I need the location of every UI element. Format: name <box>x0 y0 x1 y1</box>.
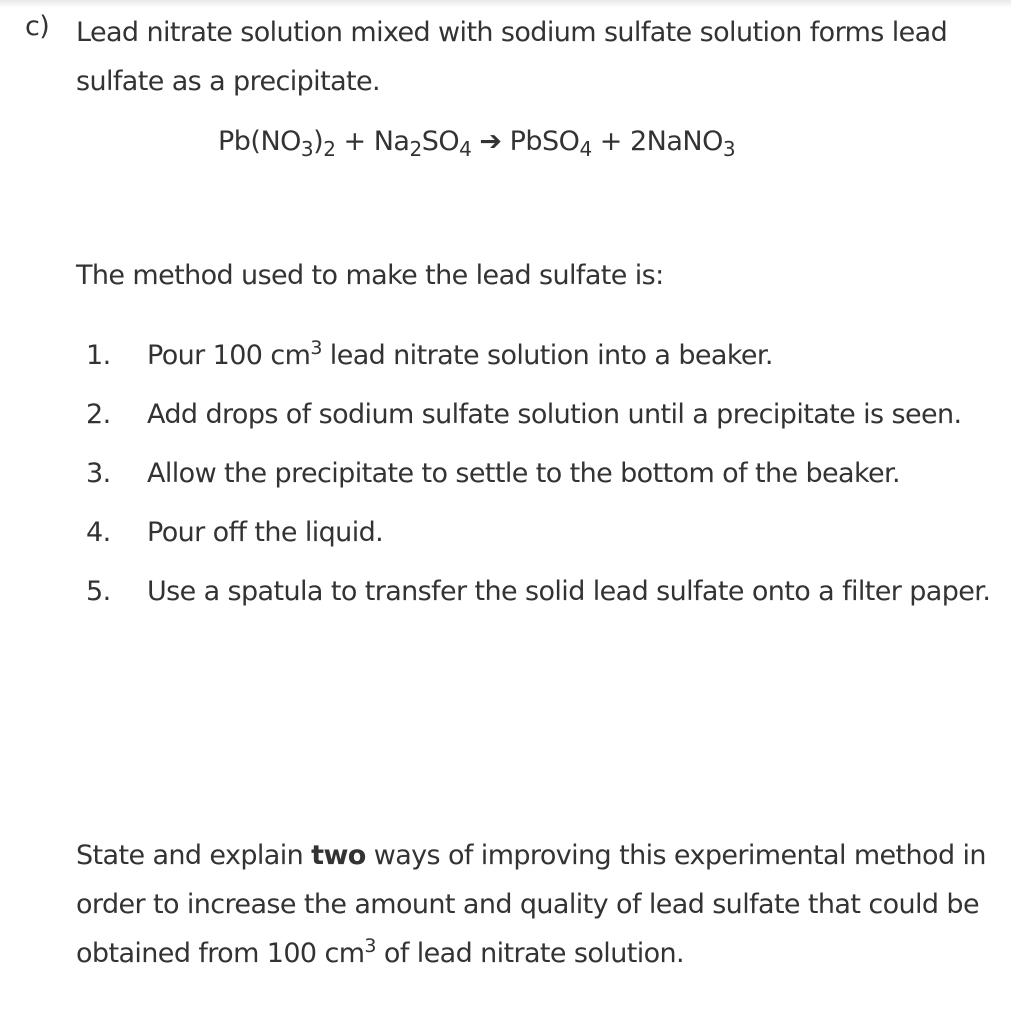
question-label: c) <box>25 11 50 42</box>
step-number: 2. <box>86 399 111 430</box>
method-step <box>86 450 1006 497</box>
step-number: 4. <box>86 517 111 548</box>
emphasis-two: two <box>311 840 366 871</box>
step-number: 1. <box>86 340 111 371</box>
step-text: Add drops of sodium sulfate solution until a precipitate is seen. <box>147 399 962 430</box>
method-step <box>86 568 1006 615</box>
question-intro: Lead nitrate solution mixed with sodium sulfate solution forms lead sulfate as a precipitate. <box>76 17 948 97</box>
chemical-equation <box>218 120 735 164</box>
method-heading: The method used to make the lead sulfate is: <box>76 260 664 291</box>
plus-sign: + <box>591 126 630 157</box>
step-text: Allow the precipitate to settle to the bottom of the beaker. <box>147 458 901 489</box>
plus-sign: + <box>335 126 374 157</box>
reactant-2: $Na_2SO_4$ <box>373 126 472 161</box>
product-2: 2NaNO$_3$ <box>629 126 736 161</box>
method-step <box>86 509 1006 556</box>
step-number: 5. <box>86 576 111 607</box>
method-step <box>86 391 1006 438</box>
method-steps-list <box>86 332 1006 627</box>
step-text: Pour off the liquid. <box>147 517 384 548</box>
reactant-1: $Pb(NO_3)_2$ <box>218 126 336 161</box>
top-edge-shadow <box>0 0 1011 8</box>
reaction-arrow-icon: ➔ <box>471 126 510 157</box>
method-step <box>86 332 1006 379</box>
step-text: Use a spatula to transfer the solid lead sulfate onto a filter paper. <box>147 576 991 607</box>
step-text: Pour 100 $cm^3$ lead nitrate solution into a beaker. <box>147 337 773 371</box>
task-instruction: State and explain two ways of improving this experimental method in order to increase the amount and quality of lead sulfate that could be obtained from 100 $cm^3$ of lead nitrate solution. <box>76 840 986 969</box>
product-1: PbSO$_4$ <box>509 126 592 161</box>
step-number: 3. <box>86 458 111 489</box>
